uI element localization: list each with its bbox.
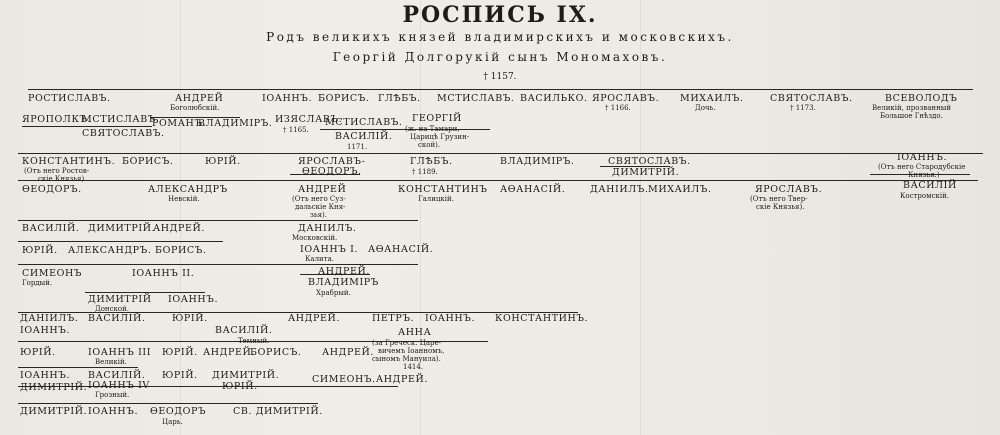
name-rostislav: РОСТИСЛАВЪ.	[28, 93, 111, 104]
name-ioann-4: ІОАННЪ IV	[88, 380, 150, 391]
name-yaropolk: ЯРОПОЛКЪ.	[22, 114, 92, 125]
note-andrey-1: (Отъ него Суз-	[292, 195, 346, 203]
name-andrey: АНДРЕЙ.	[288, 313, 341, 324]
name-vasiliy: ВАСИЛІЙ.	[88, 313, 146, 324]
note-georgiy-3: ской).	[418, 141, 441, 149]
name-aleksandr: АЛЕКСАНДРЪ.	[68, 245, 152, 256]
name-yaroslav: ЯРОСЛАВЪ.	[592, 93, 660, 104]
name-aleksandr: АЛЕКСАНДРЪ	[148, 184, 228, 195]
name-feodor: ѲЕОДОРЪ	[150, 406, 207, 417]
name-ioann-1: ІОАННЪ І.	[300, 244, 359, 255]
name-petr: ПЕТРЪ.	[372, 313, 415, 324]
name-boris: БОРИСЪ.	[318, 93, 370, 104]
name-vasiliy: ВАСИЛІЙ.	[335, 131, 393, 142]
generation-line	[22, 126, 152, 127]
name-dmitriy: ДИМИТРІЙ.	[88, 223, 156, 234]
generation-line	[18, 264, 418, 265]
note-gleb: † 1189.	[412, 168, 438, 176]
note-andrey-3: зья).	[310, 211, 328, 219]
name-andrey: АНДРЕЙ.	[153, 223, 206, 234]
name-gleb: ГЛѢБЪ.	[410, 156, 453, 167]
generation-line	[18, 180, 978, 181]
name-dmitriy: ДИМИТРІЙ.	[20, 382, 88, 393]
note-svyatoslav: † 1173.	[790, 104, 816, 112]
name-andrey: АНДРЕЙ	[298, 184, 347, 195]
name-yuriy: ЮРІЙ.	[20, 347, 56, 358]
name-daniil: ДАНІИЛЪ.	[590, 184, 649, 195]
name-yuriy: ЮРІЙ.	[22, 245, 58, 256]
name-mstislav: МСТИСЛАВЪ.	[82, 114, 160, 125]
name-yuriy: ЮРІЙ.	[222, 381, 258, 392]
note-daniil: Московскій.	[292, 234, 338, 242]
name-vsevolod: ВСЕВОЛОДЪ	[885, 93, 958, 104]
name-feodor: ѲЕОДОРЪ.	[302, 166, 362, 177]
name-vasilko: ВАСИЛЬКО.	[520, 93, 588, 104]
name-feodor: ѲЕОДОРЪ.	[22, 184, 82, 195]
name-roman: РОМАНЪ.	[152, 118, 207, 129]
name-ioann: ІОАННЪ.	[20, 370, 71, 381]
name-konstantin: КОНСТАНТИНЪ.	[495, 313, 589, 324]
name-izyaslav: ИЗЯСЛАВЪ.	[275, 114, 343, 125]
name-yuriy: ЮРІЙ.	[172, 313, 208, 324]
name-mikhail: МИХАИЛЪ.	[680, 93, 744, 104]
note-ioann-4: Грозный.	[95, 391, 130, 399]
name-mikhail: МИХАИЛЪ.	[648, 184, 712, 195]
generation-line	[18, 367, 138, 368]
name-konstantin: КОНСТАНТИНЪ	[398, 184, 488, 195]
name-vasiliy: ВАСИЛІЙ	[903, 180, 957, 191]
name-andrey: АНДРЕЙ.	[318, 266, 371, 277]
page-subtitle: Родъ великихъ князей владимирскихъ и московскихъ.	[266, 30, 734, 44]
name-ioann: ІОАННЪ.	[88, 406, 139, 417]
name-yuriy: ЮРІЙ.	[205, 156, 241, 167]
name-anna: АННА	[398, 327, 432, 338]
note-vsevolod-2: Большое Гнѣздо.	[880, 112, 943, 120]
note-simeon: Гордый.	[22, 279, 53, 287]
name-dmitriy: ДИМИТРІЙ.	[212, 370, 280, 381]
generation-line	[18, 241, 223, 242]
name-svyatoslav: СВЯТОСЛАВЪ.	[770, 93, 853, 104]
name-dmitriy: ДИМИТРІЙ.	[20, 406, 88, 417]
name-svyatoslav: СВЯТОСЛАВЪ.	[608, 156, 691, 167]
note-vsevolod-1: Великій, прозванный	[872, 104, 951, 112]
name-ioann: ІОАННЪ.	[425, 313, 476, 324]
note-mikhail: Дочь.	[695, 104, 716, 112]
name-boris: БОРИСЪ.	[155, 245, 207, 256]
note-feodor: Царь.	[162, 418, 183, 426]
name-ioann: ІОАННЪ.	[20, 325, 71, 336]
name-daniil: ДАНІИЛЪ.	[20, 313, 79, 324]
name-georgiy: ГЕОРГІЙ	[412, 113, 462, 124]
name-dmitriy: ДИМИТРІЙ	[88, 294, 152, 305]
name-andrey: АНДРЕЙ	[175, 93, 224, 104]
name-gleb: ГЛѢБЪ.	[378, 93, 421, 104]
note-anna-3: сыномъ Мануила).	[372, 355, 441, 363]
name-ioann-3: ІОАННЪ III	[88, 347, 152, 358]
name-mstislav-2: МСТИСЛАВЪ.	[325, 117, 403, 128]
name-simeon: СИМЕОНЪ	[22, 268, 83, 279]
name-yuriy-2: ЮРІЙ.	[162, 347, 198, 358]
name-yaroslav: ЯРОСЛАВЪ.	[755, 184, 823, 195]
note-georgiy-2: Царицѣ Грузин-	[410, 133, 470, 141]
paper-fold	[640, 0, 641, 435]
name-andrey-2: АНДРЕЙ.	[322, 347, 375, 358]
note-vasiliy: 1171.	[347, 143, 368, 151]
generation-line	[18, 220, 418, 221]
name-andrey: АНДРЕЙ.	[203, 347, 256, 358]
name-svyatoslav: СВЯТОСЛАВЪ.	[82, 128, 165, 139]
note-vladimir: Храбрый.	[316, 289, 351, 297]
note-andrey-2: дальскіе Кня-	[295, 203, 346, 211]
name-vasiliy: ВАСИЛІЙ.	[88, 370, 146, 381]
name-yuriy: ЮРІЙ.	[162, 370, 198, 381]
note-anna-2: вичемъ Іоанномъ,	[378, 347, 445, 355]
note-ioann-3: Великій.	[95, 358, 127, 366]
generation-line	[18, 403, 318, 404]
name-vasiliy: ВАСИЛІЙ.	[215, 325, 273, 336]
page-title: РОСПИСЬ IX.	[402, 2, 598, 28]
name-afanasiy: АѲАНАСІЙ.	[500, 184, 566, 195]
note-vasiliy: Костромскій.	[900, 192, 949, 200]
note-georgiy-1: (ж. на Тамари,	[405, 125, 460, 133]
note-anna-4: 1414.	[403, 363, 424, 371]
note-ioann-1: (Отъ него Стародубскіе	[878, 163, 966, 171]
name-afanasiy: АѲАНАСІЙ.	[368, 244, 434, 255]
note-konstantin-1: (Отъ него Ростов-	[24, 167, 90, 175]
name-mstislav: МСТИСЛАВЪ.	[437, 93, 515, 104]
name-simeon: СИМЕОНЪ.	[312, 374, 376, 385]
name-ioann: ІОАННЪ.	[897, 152, 948, 163]
generation-line	[18, 153, 983, 154]
note-vasiliy: Темный.	[238, 337, 270, 345]
note-konstantin: Галицкій.	[418, 195, 454, 203]
name-ioann-2: ІОАННЪ II.	[132, 268, 195, 279]
note-yaroslav-2: скіе Князья).	[756, 203, 805, 211]
name-boris: БОРИСЪ.	[122, 156, 174, 167]
generation-line	[28, 89, 973, 90]
name-dmitriy: ДИМИТРІЙ.	[612, 167, 680, 178]
name-konstantin: КОНСТАНТИНЪ.	[22, 156, 116, 167]
note-ioann-2: Князья.)	[908, 171, 940, 179]
note-yaroslav-1: (Отъ него Твер-	[750, 195, 808, 203]
note-yaroslav: † 1166.	[605, 104, 631, 112]
name-vladimir: ВЛАДИМІРЪ.	[198, 118, 273, 129]
name-andrey: АНДРЕЙ.	[376, 374, 429, 385]
note-andrey: Боголюбскій.	[170, 104, 220, 112]
note-aleksandr: Невскій.	[168, 195, 200, 203]
name-boris: БОРИСЪ.	[250, 347, 302, 358]
note-konstantin-2: скіе Князья)	[38, 175, 85, 183]
name-vladimir: ВЛАДИМІРЪ	[308, 277, 379, 288]
note-dmitriy: Донской.	[95, 305, 129, 313]
generation-line	[85, 292, 205, 293]
name-vasiliy: ВАСИЛІЙ.	[22, 223, 80, 234]
note-ioann-1: Калита.	[305, 255, 334, 263]
note-anna-1: (за Греческ. Царе-	[372, 339, 441, 347]
name-vladimir: ВЛАДИМІРЪ.	[500, 156, 575, 167]
name-yaroslav: ЯРОСЛАВЪ-	[298, 156, 366, 167]
page-subtitle-2: Георгій Долгорукій сынъ Мономаховъ.	[332, 50, 668, 64]
name-sv-dmitriy: СВ. ДИМИТРІЙ.	[233, 406, 323, 417]
name-ioann: ІОАННЪ.	[262, 93, 313, 104]
death-year: † 1157.	[483, 72, 517, 82]
note-izyaslav: † 1165.	[283, 126, 309, 134]
name-daniil: ДАНІИЛЪ.	[298, 223, 357, 234]
name-ioann: ІОАННЪ.	[168, 294, 219, 305]
